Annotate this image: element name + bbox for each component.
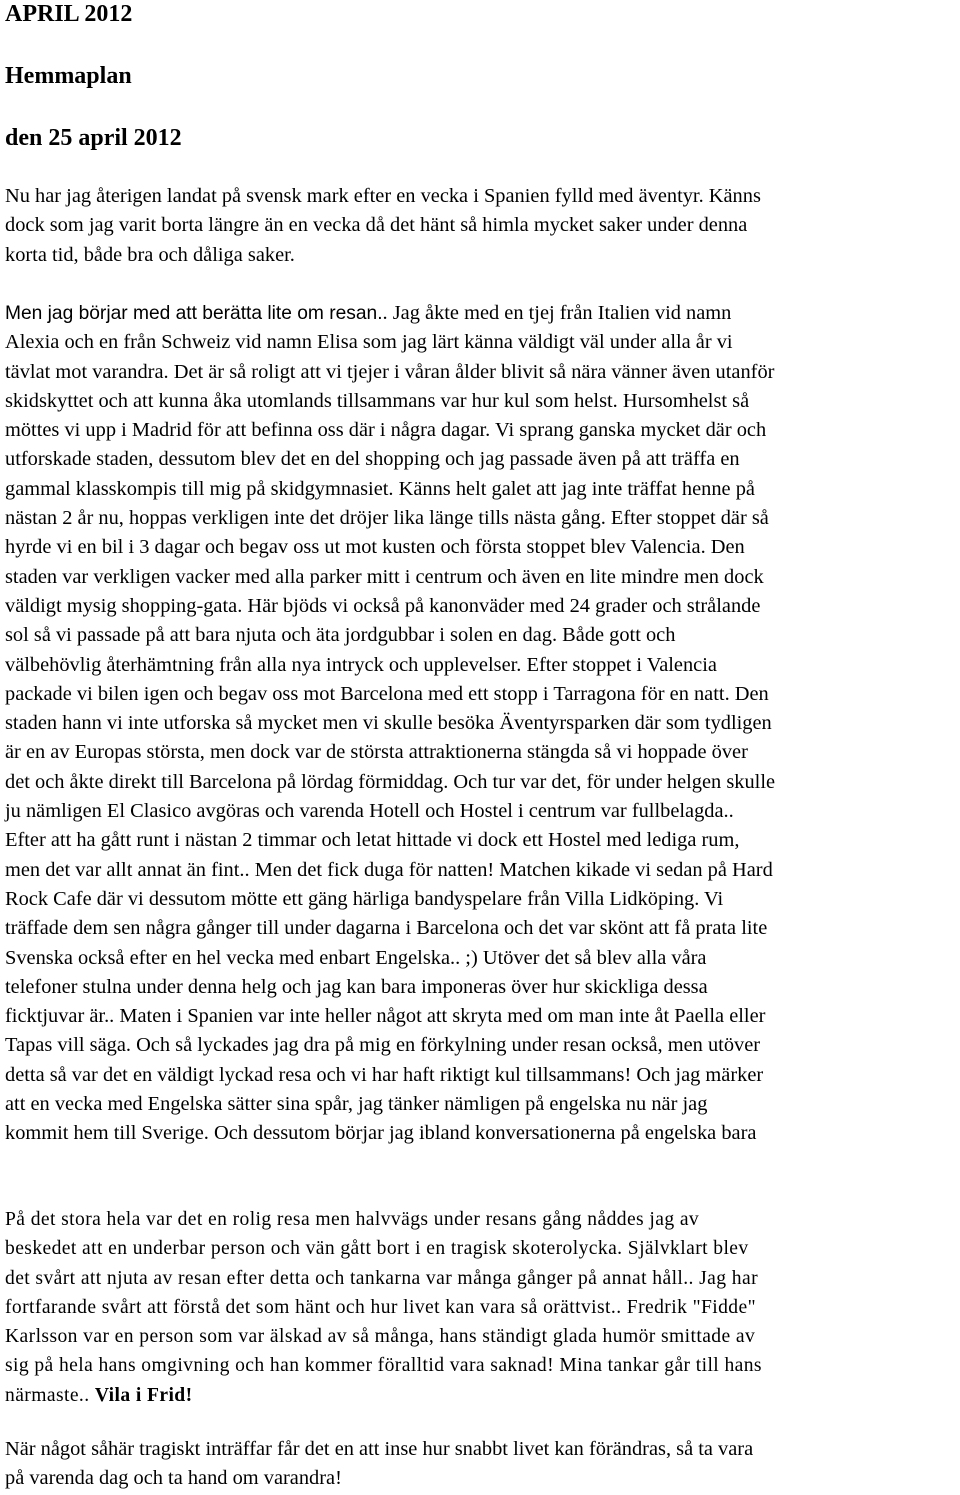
text-segment: . Jag åkte med en tjej från Italien vid namn — [382, 302, 732, 324]
text-line: tävlat mot varandra. Det är så roligt att vi tjejer i våran ålder blivit så nära vänner även utanför — [5, 360, 775, 383]
text-line: Svenska också efter en hel vecka med enbart Engelska.. ;) Utöver det så blev alla våra — [5, 946, 707, 969]
text-line — [5, 1381, 955, 1410]
text-line: Efter att ha gått runt i nästan 2 timmar och letat hittade vi dock ett Hostel med lediga rum, — [5, 829, 740, 852]
paragraph-closing — [5, 1435, 955, 1494]
text-line: korta tid, både bra och dåliga saker. — [5, 243, 295, 266]
text-line: När något såhär tragiskt inträffar får det en att inse hur snabbt livet kan förändras, så ta vara — [5, 1438, 754, 1460]
text-line: skidskyttet och att kunna åka utomlands tillsammans var hur kul som helst. Hursomhelst så — [5, 389, 750, 412]
month-heading: APRIL 2012 — [5, 1, 133, 27]
rest-in-peace-text: Vila i Frid! — [94, 1384, 193, 1406]
section-heading: Hemmaplan — [5, 63, 132, 89]
text-line: är en av Europas största, men dock var de största attraktionerna stängda så vi hoppade över — [5, 741, 748, 764]
text-segment: Men jag börjar med att berätta lite om resan. — [5, 303, 383, 324]
text-line: Karlsson var en person som var älskad av så många, hans ständigt glada humör smittade av — [5, 1326, 756, 1348]
text-line: att en vecka med Engelska sätter sina spår, jag tänker nämligen på engelska nu när jag — [5, 1093, 708, 1116]
text-line: på varenda dag och ta hand om varandra! — [5, 1467, 342, 1490]
text-line: staden var verkligen vacker med alla parker mitt i centrum och även en lite mindre men dock — [5, 565, 764, 588]
text-line: gammal klasskompis till mig på skidgymnasiet. Känns helt galet att jag inte träffat henne på — [5, 477, 755, 500]
text-line: Tapas vill säga. Och så lyckades jag dra på mig en förkylning under resan också, men utöver — [5, 1034, 761, 1057]
text-line: men det var allt annat än fint.. Men det fick duga för natten! Matchen kikade vi sedan på Hard — [5, 858, 773, 881]
text-line: fortfarande svårt att förstå det som hänt och hur livet kan vara så orättvist.. Fredrik "Fidde" — [5, 1296, 756, 1318]
text-line: väldigt mysig shopping-gata. Här bjöds vi också på kanonväder med 24 grader och strålande — [5, 594, 761, 617]
text-line: På det stora hela var det en rolig resa men halvvägs under resans gång nåddes jag av — [5, 1209, 700, 1230]
text-line: kommit hem till Sverige. Och dessutom börjar jag ibland konversationerna på engelska bara — [5, 1122, 757, 1145]
text-line — [5, 299, 955, 328]
text-line: dock som jag varit borta längre än en vecka då det hänt så himla mycket saker under denna — [5, 214, 748, 237]
text-line: välbehövlig återhämtning från alla nya intryck och upplevelser. Efter stoppet i Valencia — [5, 653, 717, 676]
text-segment: närmaste.. — [5, 1384, 95, 1406]
paragraph-memorial — [5, 1205, 955, 1410]
text-line: ficktjuvar är.. Maten i Spanien var inte heller något att skryta med om man inte åt Paella eller — [5, 1005, 766, 1028]
text-line: utforskade staden, dessutom blev det en del shopping och jag passade även på att träffa en — [5, 448, 740, 471]
paragraph-intro — [5, 182, 955, 270]
text-line: det svårt att njuta av resan efter detta och tankarna var många gånger på annat håll.. Jag har — [5, 1267, 758, 1289]
text-line: det och åkte direkt till Barcelona på lördag förmiddag. Och tur var det, för under helgen skulle — [5, 770, 776, 793]
text-line: Nu har jag återigen landat på svensk mark efter en vecka i Spanien fylld med äventyr. Känns — [5, 185, 761, 207]
text-line: packade vi bilen igen och begav oss mot Barcelona med ett stopp i Tarragona för en natt. Den — [5, 682, 769, 705]
text-line: träffade dem sen några gånger till under dagarna i Barcelona och det var skönt att få prata lite — [5, 917, 768, 940]
text-line: Rock Cafe där vi dessutom mötte ett gäng härliga bandyspelare från Villa Lidköping. Vi — [5, 887, 724, 910]
text-line: staden hann vi inte utforska så mycket men vi skulle besöka Äventyrsparken där som tydligen — [5, 712, 772, 735]
paragraph-trip — [5, 299, 955, 1149]
text-line: Alexia och en från Schweiz vid namn Elisa som jag lärt känna väldigt väl under alla år vi — [5, 331, 733, 354]
text-line: sol så vi passade på att bara njuta och äta jordgubbar i solen en dag. Både gott och — [5, 624, 676, 647]
text-line: telefoner stulna under denna helg och jag kan bara imponeras över hur skickliga dessa — [5, 975, 708, 998]
post-date-heading: den 25 april 2012 — [5, 125, 182, 151]
text-line: nästan 2 år nu, hoppas verkligen inte det dröjer lika länge tills nästa gång. Efter stoppet där så — [5, 507, 769, 530]
text-line: detta så var det en väldigt lyckad resa och vi har haft riktigt kul tillsammans! Och jag märker — [5, 1063, 764, 1086]
text-line: möttes vi upp i Madrid för att befinna oss där i några dagar. Vi sprang ganska mycket där och — [5, 419, 767, 442]
text-line: ju nämligen El Clasico avgöras och varenda Hotell och Hostel i centrum var fullbelagda.. — [5, 800, 734, 823]
text-line: hyrde vi en bil i 3 dagar och begav oss ut mot kusten och första stoppet blev Valencia. Den — [5, 536, 745, 559]
text-line: sig på hela hans omgivning och han kommer föralltid vara saknad! Mina tankar går till hans — [5, 1355, 762, 1377]
text-line: beskedet att en underbar person och vän gått bort i en tragisk skoterolycka. Självklart blev — [5, 1238, 749, 1260]
